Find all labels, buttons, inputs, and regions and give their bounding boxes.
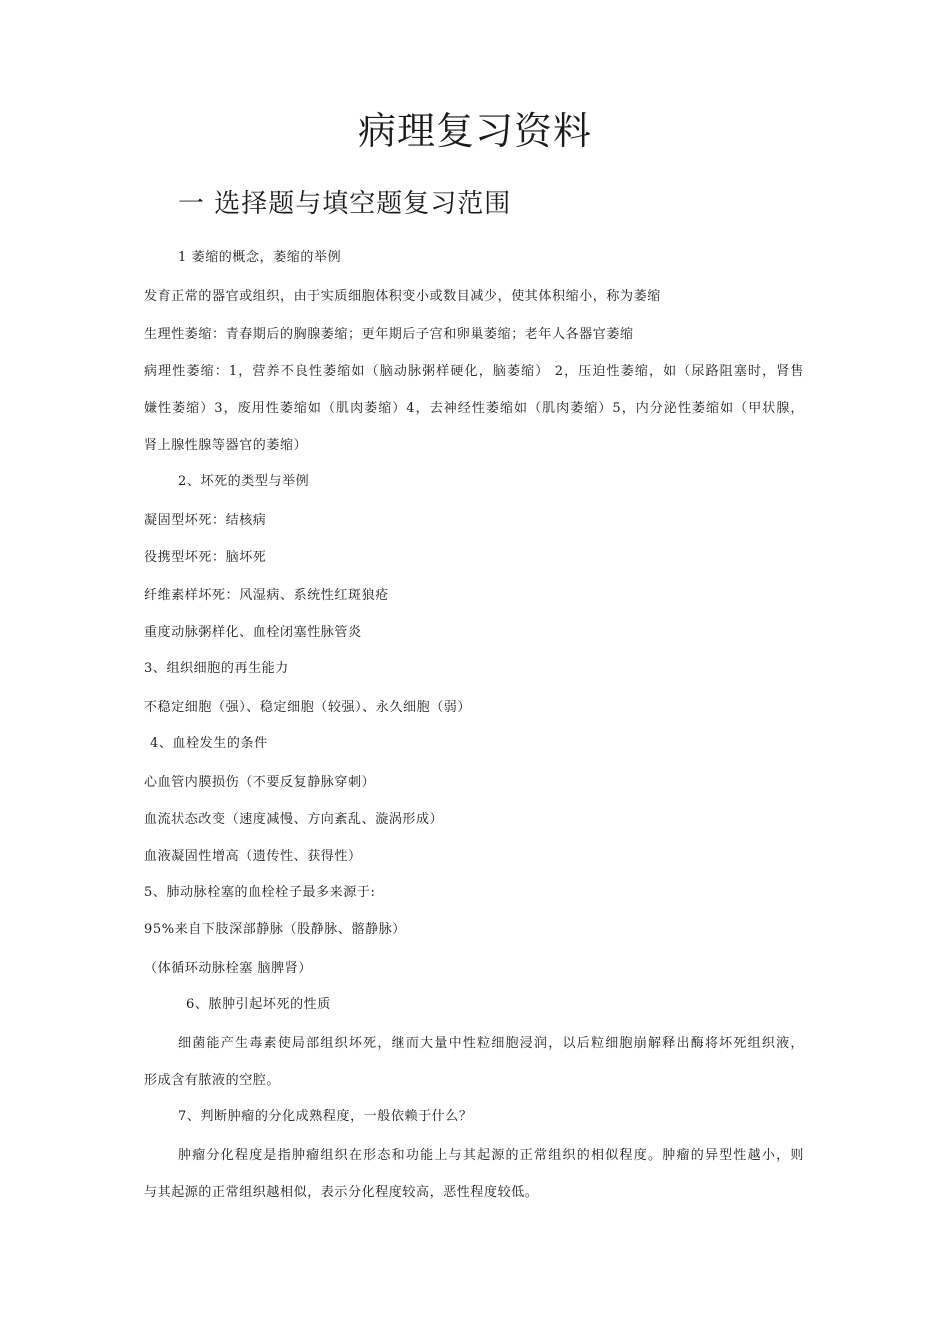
- tumor-differentiation-line-1: 肿瘤分化程度是指肿瘤组织在形态和功能上与其起源的正常组织的相似程度。肿瘤的异型性越小，则: [178, 1148, 804, 1163]
- systemic-embolism: （体循环动脉栓塞 脑脾肾）: [144, 961, 312, 976]
- thrombus-condition-2: 血流状态改变（速度减慢、方向紊乱、漩涡形成）: [144, 812, 444, 827]
- document-title: 病理复习资料: [357, 109, 592, 153]
- abscess-explanation-line-1: 细菌能产生毒素使局部组织坏死，继而大量中性粒细胞浸润，以后粒细胞崩解释出酶将坏死组织液，: [178, 1036, 804, 1051]
- question-5-heading: 5、肺动脉栓塞的血栓栓子最多来源于:: [144, 885, 376, 900]
- fibrinoid-necrosis: 纤维素样坏死：风湿病、系统性红斑狼疮: [144, 588, 389, 603]
- pathological-atrophy-line-3: 肾上腺性腺等器官的萎缩）: [144, 438, 308, 453]
- tumor-differentiation-line-2: 与其起源的正常组织越相似，表示分化程度较高，恶性程度较低。: [144, 1185, 539, 1200]
- question-2-heading: 2、坏死的类型与举例: [178, 474, 310, 489]
- question-3-heading: 3、组织细胞的再生能力: [144, 661, 289, 676]
- coagulative-necrosis: 凝固型坏死：结核病: [144, 513, 267, 528]
- embolus-source: 95%来自下肢深部静脉（股静脉、髂静脉）: [144, 922, 406, 937]
- necrosis-examples: 重度动脉粥样化、血栓闭塞性脉管炎: [144, 625, 362, 640]
- thrombus-condition-1: 心血管内膜损伤（不要反复静脉穿刺）: [144, 775, 376, 790]
- regeneration-capacity: 不稳定细胞（强）、稳定细胞（较强）、永久细胞（弱）: [144, 700, 472, 715]
- liquefactive-necrosis: 役携型坏死：脑坏死: [144, 550, 267, 565]
- pathological-atrophy-line-2: 嫌性萎缩）3，废用性萎缩如（肌肉萎缩）4，去神经性萎缩如（肌肉萎缩）5，内分泌性萎缩如（甲状腺，: [144, 401, 804, 416]
- abscess-explanation-line-2: 形成含有脓液的空腔。: [144, 1073, 281, 1088]
- physiological-atrophy: 生理性萎缩：青春期后的胸腺萎缩；更年期后子宫和卵巢萎缩；老年人各器官萎缩: [144, 327, 634, 342]
- pathological-atrophy-line-1: 病理性萎缩：1，营养不良性萎缩如（脑动脉粥样硬化，脑萎缩） 2，压迫性萎缩，如（尿路阻塞时，肾售: [144, 364, 804, 379]
- section-heading: 一 选择题与填空题复习范围: [178, 189, 512, 219]
- atrophy-definition: 发育正常的器官或组织，由于实质细胞体积变小或数目减少，使其体积缩小，称为萎缩: [144, 289, 661, 304]
- question-4-heading: 4、血栓发生的条件: [150, 736, 268, 751]
- question-6-heading: 6、脓肿引起坏死的性质: [186, 997, 331, 1012]
- thrombus-condition-3: 血液凝固性增高（遗传性、获得性）: [144, 849, 362, 864]
- question-1-heading: 1 萎缩的概念，萎缩的举例: [178, 250, 342, 265]
- question-7-heading: 7、判断肿瘤的分化成熟程度，一般依赖于什么？: [178, 1109, 473, 1124]
